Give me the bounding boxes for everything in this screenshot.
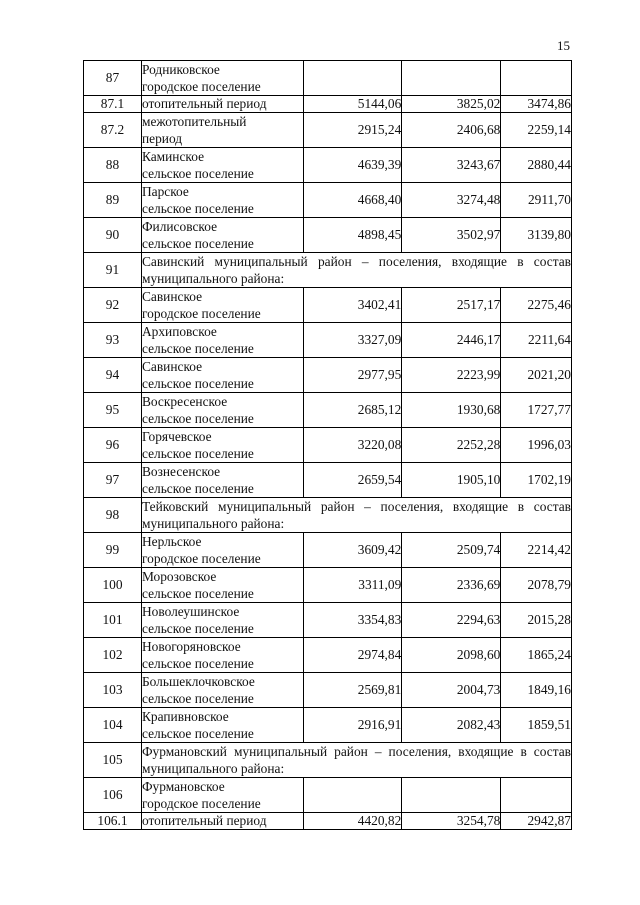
settlement-cell	[141, 113, 303, 148]
settlement-cell	[141, 148, 303, 183]
value-col-2: 3254,78	[402, 813, 501, 830]
table-row	[84, 393, 572, 428]
row-number: 87.2	[84, 113, 142, 148]
row-number: 102	[84, 638, 142, 673]
settlement-cell	[141, 288, 303, 323]
value-col-2: 1930,68	[402, 393, 501, 428]
settlement-name: Савинское сельское поселение	[141, 359, 254, 391]
row-number: 87.1	[84, 96, 142, 113]
settlement-cell	[141, 96, 303, 113]
value-col-2: 1905,10	[402, 463, 501, 498]
settlement-cell	[141, 428, 303, 463]
settlement-name: Нерльское городское поселение	[141, 534, 261, 566]
value-col-3: 1865,24	[501, 638, 572, 673]
value-col-3: 2078,79	[501, 568, 572, 603]
settlement-cell	[141, 708, 303, 743]
value-col-3: 2211,64	[501, 323, 572, 358]
settlement-cell	[141, 463, 303, 498]
value-col-3: 1849,16	[501, 673, 572, 708]
table-row	[84, 778, 572, 813]
settlement-cell	[141, 218, 303, 253]
table-body	[84, 61, 572, 830]
value-col-1: 2569,81	[304, 673, 402, 708]
table-row	[84, 428, 572, 463]
value-col-2: 2082,43	[402, 708, 501, 743]
value-col-1: 4668,40	[304, 183, 402, 218]
district-title: Савинский муниципальный район – поселения, входящие в состав муниципального района:	[141, 254, 571, 286]
row-number: 106.1	[84, 813, 142, 830]
row-number: 100	[84, 568, 142, 603]
value-col-3: 2259,14	[501, 113, 572, 148]
value-col-2	[402, 61, 501, 96]
table-row	[84, 568, 572, 603]
settlement-name: Архиповское сельское поселение	[141, 324, 254, 356]
value-col-1: 2974,84	[304, 638, 402, 673]
settlement-name: Каминское сельское поселение	[141, 149, 254, 181]
settlement-name: Большеклочковское сельское поселение	[141, 674, 255, 706]
row-number: 97	[84, 463, 142, 498]
table-row	[84, 218, 572, 253]
value-col-1: 3311,09	[304, 568, 402, 603]
value-col-3	[501, 778, 572, 813]
settlement-name: Новогоряновское сельское поселение	[141, 639, 254, 671]
value-col-3: 3474,86	[501, 96, 572, 113]
row-number: 87	[84, 61, 142, 96]
value-col-1: 4898,45	[304, 218, 402, 253]
table-row	[84, 323, 572, 358]
table-row	[84, 813, 572, 830]
value-col-2: 3825,02	[402, 96, 501, 113]
table-row	[84, 708, 572, 743]
table-row	[84, 638, 572, 673]
row-number: 90	[84, 218, 142, 253]
value-col-1: 3327,09	[304, 323, 402, 358]
value-col-1: 3354,83	[304, 603, 402, 638]
row-number: 105	[84, 743, 142, 778]
value-col-1: 3609,42	[304, 533, 402, 568]
settlement-name: Новолеушинское сельское поселение	[141, 604, 254, 636]
settlement-name: Филисовское сельское поселение	[141, 219, 254, 251]
table-row	[84, 113, 572, 148]
value-col-1	[304, 778, 402, 813]
value-col-1: 4639,39	[304, 148, 402, 183]
row-number: 103	[84, 673, 142, 708]
value-col-3: 1702,19	[501, 463, 572, 498]
value-col-3: 2021,20	[501, 358, 572, 393]
row-number: 92	[84, 288, 142, 323]
value-col-2: 3243,67	[402, 148, 501, 183]
table-row	[84, 288, 572, 323]
row-number: 94	[84, 358, 142, 393]
value-col-2: 2294,63	[402, 603, 501, 638]
settlement-cell	[141, 183, 303, 218]
value-col-2	[402, 778, 501, 813]
value-col-2: 2446,17	[402, 323, 501, 358]
value-col-3: 2214,42	[501, 533, 572, 568]
value-col-1: 3220,08	[304, 428, 402, 463]
row-number: 96	[84, 428, 142, 463]
value-col-3	[501, 61, 572, 96]
district-header-row	[84, 743, 572, 778]
row-number: 104	[84, 708, 142, 743]
value-col-3: 2911,70	[501, 183, 572, 218]
value-col-1: 2685,12	[304, 393, 402, 428]
value-col-2: 2509,74	[402, 533, 501, 568]
tariff-table	[83, 60, 572, 830]
value-col-1: 2915,24	[304, 113, 402, 148]
settlement-name: отопительный период	[141, 813, 267, 828]
settlement-name: Морозовское сельское поселение	[141, 569, 254, 601]
settlement-name: отопительный период	[141, 96, 267, 111]
row-number: 93	[84, 323, 142, 358]
value-col-1: 2977,95	[304, 358, 402, 393]
value-col-2: 2517,17	[402, 288, 501, 323]
value-col-1: 4420,82	[304, 813, 402, 830]
row-number: 95	[84, 393, 142, 428]
page-number: 15	[557, 38, 570, 53]
settlement-cell	[141, 673, 303, 708]
settlement-cell	[141, 638, 303, 673]
table-row	[84, 533, 572, 568]
row-number: 89	[84, 183, 142, 218]
value-col-2: 2098,60	[402, 638, 501, 673]
value-col-2: 2252,28	[402, 428, 501, 463]
settlement-cell	[141, 393, 303, 428]
value-col-3: 2015,28	[501, 603, 572, 638]
district-title: Тейковский муниципальный район – поселения, входящие в состав муниципального района:	[141, 499, 571, 531]
value-col-1: 2659,54	[304, 463, 402, 498]
settlement-name: Горячевское сельское поселение	[141, 429, 254, 461]
table-row	[84, 358, 572, 393]
settlement-name: Крапивновское сельское поселение	[141, 709, 254, 741]
settlement-cell	[141, 568, 303, 603]
settlement-cell	[141, 61, 303, 96]
row-number: 106	[84, 778, 142, 813]
row-number: 91	[84, 253, 142, 288]
table-row	[84, 148, 572, 183]
district-header-row	[84, 253, 572, 288]
table-row	[84, 61, 572, 96]
settlement-cell	[141, 358, 303, 393]
value-col-1: 5144,06	[304, 96, 402, 113]
value-col-2: 3502,97	[402, 218, 501, 253]
value-col-2: 2406,68	[402, 113, 501, 148]
value-col-1: 2916,91	[304, 708, 402, 743]
value-col-3: 1727,77	[501, 393, 572, 428]
settlement-cell	[141, 533, 303, 568]
row-number: 88	[84, 148, 142, 183]
settlement-name: Савинское городское поселение	[141, 289, 261, 321]
settlement-cell	[141, 323, 303, 358]
value-col-2: 3274,48	[402, 183, 501, 218]
value-col-3: 2880,44	[501, 148, 572, 183]
table-row	[84, 603, 572, 638]
table-row	[84, 463, 572, 498]
value-col-3: 1996,03	[501, 428, 572, 463]
value-col-3: 2275,46	[501, 288, 572, 323]
district-header-row	[84, 498, 572, 533]
row-number: 99	[84, 533, 142, 568]
value-col-2: 2223,99	[402, 358, 501, 393]
value-col-2: 2004,73	[402, 673, 501, 708]
value-col-2: 2336,69	[402, 568, 501, 603]
settlement-cell	[141, 813, 303, 830]
value-col-1	[304, 61, 402, 96]
table-row	[84, 183, 572, 218]
settlement-name: Вознесенское сельское поселение	[141, 464, 254, 496]
table-row	[84, 673, 572, 708]
value-col-3: 1859,51	[501, 708, 572, 743]
settlement-cell	[141, 603, 303, 638]
settlement-name: Парское сельское поселение	[141, 184, 254, 216]
settlement-name: Воскресенское сельское поселение	[141, 394, 254, 426]
value-col-3: 2942,87	[501, 813, 572, 830]
settlement-name: Родниковское городское поселение	[141, 62, 261, 94]
settlement-name: Фурмановское городское поселение	[141, 779, 261, 811]
row-number: 98	[84, 498, 142, 533]
row-number: 101	[84, 603, 142, 638]
table-row	[84, 96, 572, 113]
settlement-cell	[141, 778, 303, 813]
district-title: Фурмановский муниципальный район – поселения, входящие в состав муниципального района:	[141, 744, 571, 776]
value-col-3: 3139,80	[501, 218, 572, 253]
value-col-1: 3402,41	[304, 288, 402, 323]
settlement-name: межотопительный период	[141, 114, 247, 146]
